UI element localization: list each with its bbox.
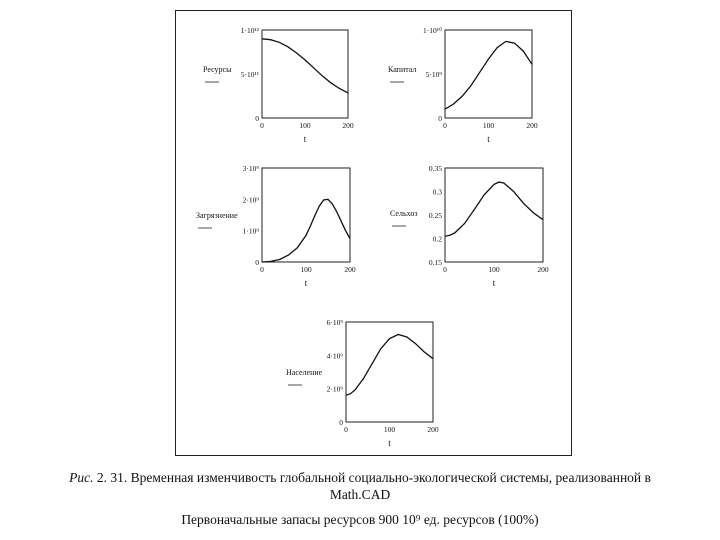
series-line-capital [445, 41, 532, 109]
y-tick-label: 0 [339, 418, 343, 427]
chart-panel-resources [203, 26, 354, 144]
y-tick-label: 1·10¹² [240, 26, 259, 35]
x-tick-label: 200 [427, 425, 439, 434]
y-axis-label: Загрязнение [196, 211, 238, 220]
x-tick-label: 0 [443, 265, 447, 274]
y-tick-label: 0 [255, 258, 259, 267]
x-tick-label: 200 [537, 265, 549, 274]
figure-caption-line1 [0, 470, 720, 486]
y-tick-label: 3·10⁹ [242, 164, 259, 173]
series-line-population [346, 335, 433, 396]
x-tick-label: 100 [383, 425, 396, 434]
y-tick-label: 6·10⁹ [326, 318, 343, 327]
x-tick-label: 0 [443, 121, 447, 130]
plot-area [346, 322, 433, 422]
figure-title: 2. 31. Временная изменчивость глобальной социально-экологической системы, реализованной в [93, 470, 651, 485]
y-tick-label: 0.15 [428, 258, 442, 267]
x-axis-label: t [304, 278, 308, 288]
figure-label: Рис. [69, 470, 94, 485]
y-tick-label: 2·10⁹ [242, 195, 259, 205]
y-tick-label: 2·10⁹ [326, 384, 343, 394]
x-axis-label: t [492, 278, 496, 288]
y-tick-label: 4·10⁹ [326, 351, 343, 361]
y-tick-label: 0.2 [432, 234, 442, 244]
y-tick-label: 0.3 [432, 187, 442, 197]
y-axis-label: Население [286, 368, 323, 377]
y-axis-label: Сельхоз [390, 209, 418, 218]
plot-area [262, 168, 350, 262]
x-tick-label: 200 [526, 121, 538, 130]
x-tick-label: 0 [344, 425, 348, 434]
plot-area [262, 30, 348, 118]
x-tick-label: 200 [342, 121, 354, 130]
y-axis-label: Ресурсы [203, 65, 232, 74]
chart-panel-pollution [196, 164, 356, 288]
y-tick-label: 5·10¹¹ [240, 70, 259, 79]
x-tick-label: 100 [482, 121, 495, 130]
x-axis-label: t [388, 438, 391, 448]
chart-panel-population [286, 318, 439, 448]
x-axis-label: t [303, 134, 307, 144]
y-tick-label: 0.25 [428, 211, 442, 220]
plot-area [445, 168, 543, 262]
y-tick-label: 1·10¹⁰ [422, 26, 442, 35]
y-tick-label: 0 [255, 114, 259, 123]
series-line-resources [262, 39, 348, 93]
series-line-pollution [262, 199, 350, 262]
y-tick-label: 5·10⁹ [425, 70, 442, 79]
x-tick-label: 0 [260, 121, 264, 130]
figure-caption-line2: Math.CAD [329, 487, 391, 502]
x-tick-label: 0 [260, 265, 264, 274]
x-tick-label: 200 [344, 265, 356, 274]
y-tick-label: 0 [438, 114, 442, 123]
x-tick-label: 100 [300, 265, 312, 274]
figure-caption-line3: Первоначальные запасы ресурсов 900 10⁹ ед. ресурсов (100%) [181, 512, 539, 527]
chart-panel-capital [388, 26, 538, 144]
series-line-agriculture [445, 182, 543, 236]
x-axis-label: t [487, 134, 490, 144]
x-tick-label: 100 [299, 121, 311, 130]
y-tick-label: 0.35 [428, 164, 442, 173]
y-tick-label: 1·10⁹ [242, 226, 259, 236]
x-tick-label: 100 [488, 265, 500, 274]
plot-area [445, 30, 532, 118]
y-axis-label: Капитал [388, 65, 417, 74]
chart-panel-agriculture [390, 164, 549, 288]
